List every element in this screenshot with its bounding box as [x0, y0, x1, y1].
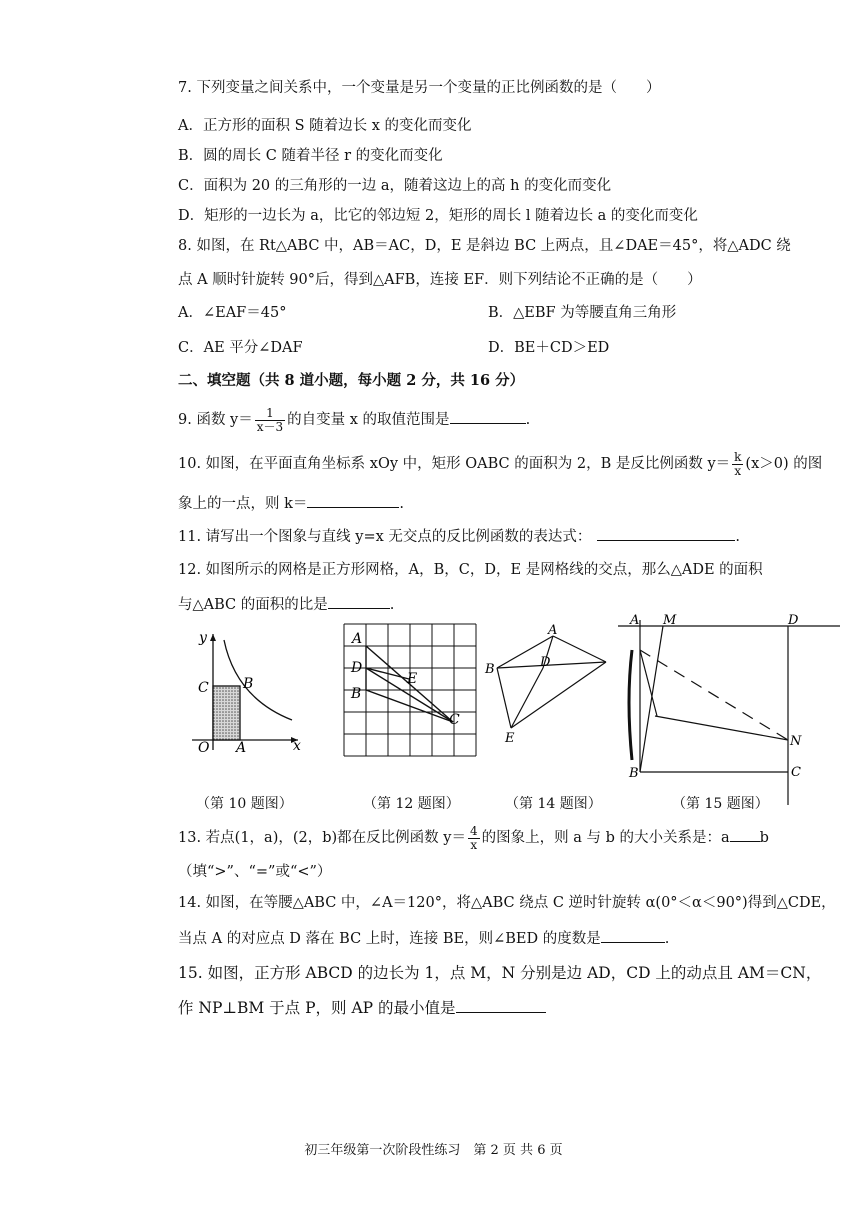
fig14-label-a: A [548, 623, 558, 638]
q13-prefix: 13. 若点(1，a)，(2，b)都在反比例函数 y＝ [178, 830, 466, 846]
q7-option-d: D．矩形的一边长为 a，比它的邻边短 2，矩形的周长 l 随着边长 a 的变化而变化 [178, 208, 698, 224]
q7-option-b: B．圆的周长 C 随着半径 r 的变化而变化 [178, 148, 443, 164]
page-footer: 初三年级第一次阶段性练习 第 2 页 共 6 页 [304, 1143, 563, 1158]
fig15-label-c: C [791, 765, 801, 780]
q13-suffix: 的图象上，则 a 与 b 的大小关系是：a [481, 830, 730, 846]
fig14-segment-b-right [497, 662, 606, 668]
fig12-caption: （第 12 题图） [363, 796, 460, 812]
fig15-caption: （第 15 题图） [672, 796, 769, 812]
q7-stem: 7. 下列变量之间关系中，一个变量是另一个变量的正比例函数的是（ ） [178, 80, 661, 96]
q15-line2 [178, 998, 546, 1018]
q13-line [178, 818, 769, 858]
fig14-segment-be [497, 668, 511, 728]
q9-end: . [525, 412, 531, 428]
fig10-caption: （第 10 题图） [196, 796, 293, 812]
fig14-label-e: E [505, 731, 515, 746]
fig12-label-d: D [351, 660, 363, 676]
q12-line2-text: 与△ABC 的面积的比是 [178, 597, 328, 613]
fig14-segment-a-right [553, 636, 606, 662]
q9-denominator: x－3 [256, 419, 284, 434]
fig12-label-c: C [449, 712, 460, 728]
q12-line1: 12. 如图所示的网格是正方形网格，A，B，C，D，E 是网格线的交点，那么△ADE 的面积 [178, 562, 763, 578]
fig15-label-a: A [630, 613, 640, 628]
fig14-caption: （第 14 题图） [505, 796, 602, 812]
q10-numerator: k [734, 449, 742, 464]
q8-line1: 8. 如图，在 Rt△ABC 中，AB＝AC，D，E 是斜边 BC 上两点，且∠DAE＝45°，将△ADC 绕 [178, 238, 791, 254]
q8-option-b: B．△EBF 为等腰直角三角形 [488, 305, 677, 321]
q14-line2 [178, 928, 669, 949]
fig14-label-d: D [540, 655, 551, 670]
q9-suffix: 的自变量 x 的取值范围是 [287, 412, 450, 428]
fig10-label-a: A [236, 740, 247, 756]
q9-numerator: 1 [255, 407, 285, 421]
fig15-label-n: N [790, 734, 802, 749]
fig12-grid [344, 624, 476, 756]
fig12-label-b: B [351, 686, 362, 702]
q10-prefix: 10. 如图，在平面直角坐标系 xOy 中，矩形 OABC 的面积为 2，B 是反比例函数 y＝ [178, 456, 731, 472]
q8-option-d: D．BE＋CD＞ED [488, 340, 610, 356]
fig10-rectangle [213, 686, 240, 740]
q15-answer-blank [456, 998, 546, 1013]
q8-option-c: C．AE 平分∠DAF [178, 340, 303, 356]
fig14-label-b: B [485, 662, 495, 677]
q13-denominator: x [470, 837, 478, 852]
fig10-label-b: B [243, 676, 254, 692]
q15-line1: 15. 如图，正方形 ABCD 的边长为 1，点 M，N 分别是边 AD，CD 上的动点且 AM＝CN， [178, 964, 822, 982]
fig10-label-c: C [198, 680, 209, 696]
q8-option-a: A．∠EAF＝45° [178, 305, 287, 321]
q11-text: 11. 请写出一个图象与直线 y=x 无交点的反比例函数的表达式： [178, 529, 592, 545]
q14-line2-text: 当点 A 的对应点 D 落在 BC 上时，连接 BE，则∠BED 的度数是 [178, 931, 601, 947]
q10-suffix: (x＞0) 的图 [745, 456, 823, 472]
q13-end: b [759, 830, 769, 846]
q12-end: . [389, 597, 395, 613]
fig12-label-a: A [352, 631, 363, 647]
q13-fraction [468, 825, 480, 852]
fig14-segment-ed [511, 668, 543, 728]
q13-answer-blank [730, 827, 760, 842]
q10-end: . [399, 496, 405, 512]
q11-end: . [735, 529, 741, 545]
fig15-label-b: B [629, 766, 639, 781]
fig10-y-arrow [210, 634, 216, 641]
fig14-segment-e-right [511, 662, 606, 728]
q7-option-a: A．正方形的面积 S 随着边长 x 的变化而变化 [178, 118, 472, 134]
figure-10 [192, 630, 301, 756]
fig15-segment-bm [640, 626, 663, 772]
q15-line2-text: 作 NP⊥BM 于点 P，则 AP 的最小值是 [178, 999, 456, 1017]
fig10-label-o: O [198, 740, 210, 756]
q8-line2: 点 A 顺时针旋转 90°后，得到△AFB，连接 EF．则下列结论不正确的是（ ） [178, 272, 702, 288]
q13-numerator: 4 [469, 823, 478, 838]
q14-answer-blank [601, 928, 665, 943]
q7-option-c: C．面积为 20 的三角形的一边 a，随着这边上的高 h 的变化而变化 [178, 178, 612, 194]
q9-prefix: 9. 函数 y＝ [178, 412, 253, 428]
fig15-edge-shadow [629, 650, 632, 760]
section-heading: 二、填空题（共 8 道小题，每小题 2 分，共 16 分） [178, 372, 525, 389]
q13-hint: （填“>”、“=”或“<”） [178, 864, 332, 880]
q10-denominator: x [734, 463, 742, 478]
fig10-label-x: x [293, 738, 301, 754]
q14-line1: 14. 如图，在等腰△ABC 中，∠A＝120°，将△ABC 绕点 C 逆时针旋转 α(0°＜α＜90°)得到△CDE， [178, 895, 836, 911]
figure-12 [344, 624, 476, 756]
fig12-label-e: E [407, 671, 418, 687]
fig10-label-y: y [199, 630, 207, 646]
q14-end: . [664, 931, 670, 947]
fig15-label-d: D [788, 613, 799, 628]
q10-line2-text: 象上的一点，则 k＝ [178, 496, 308, 512]
figure-15 [618, 620, 840, 805]
figure-14 [497, 636, 606, 728]
fig15-label-m: M [663, 613, 677, 628]
